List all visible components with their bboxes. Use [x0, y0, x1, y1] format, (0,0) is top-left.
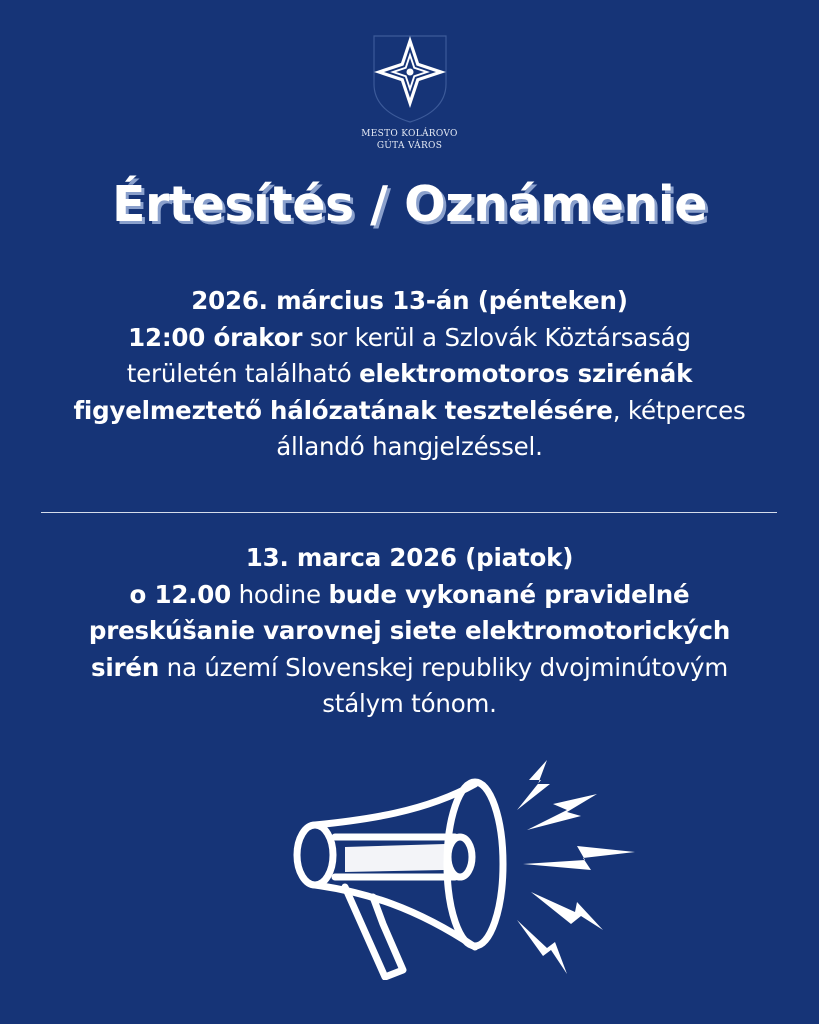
- coat-of-arms-star-icon: [372, 32, 448, 124]
- hu-emphasis: figyelmeztető hálózatának tesztelésére: [73, 395, 613, 425]
- hu-emphasis: elektromotoros szirénák: [359, 359, 693, 388]
- hu-text: állandó hangjelzéssel.: [276, 432, 543, 461]
- sk-emphasis: sirén: [90, 652, 160, 682]
- sk-emphasis: preskúšanie varovnej siete elektromotorických: [88, 616, 731, 645]
- hungarian-notice: [0, 283, 819, 466]
- hu-text: , kétperces: [612, 395, 746, 425]
- hu-time: 12:00 órakor: [128, 322, 303, 352]
- slovak-notice: [0, 540, 819, 723]
- megaphone-illustration: [285, 752, 635, 984]
- hu-text: sor kerül a Szlovák Köztársaság: [302, 322, 691, 352]
- sk-date: 13. marca 2026 (piatok): [245, 543, 574, 572]
- hu-date: 2026. március 13-án (pénteken): [191, 286, 628, 315]
- sk-text: na území Slovenskej republiky dvojminútovým: [159, 652, 729, 682]
- hu-text: területén található: [126, 359, 360, 388]
- sk-text: hodine: [231, 579, 329, 609]
- logo-town-name-hu: GÚTA VÁROS: [376, 141, 443, 151]
- sk-emphasis: bude vykonané pravidelné: [328, 579, 690, 609]
- logo-town-name-sk: MESTO KOLÁROVO: [361, 129, 458, 139]
- sk-time: o 12.00: [129, 579, 232, 609]
- megaphone-icon: [285, 752, 635, 980]
- page-title: Értesítés / Oznámenie: [112, 176, 707, 233]
- section-divider: [41, 512, 777, 513]
- sk-text: stálym tónom.: [322, 689, 497, 718]
- town-logo: [0, 32, 819, 152]
